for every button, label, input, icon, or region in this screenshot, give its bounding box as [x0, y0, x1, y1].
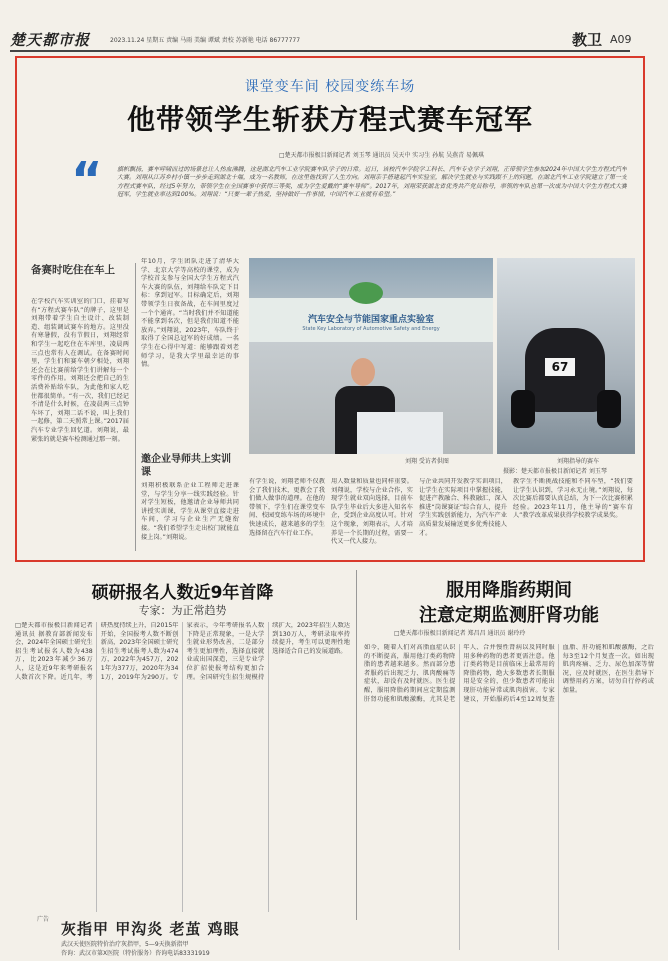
article-right-body: 如今，随着人们对高脂血症认识的不断提高，服用他汀类药物降脂的患者越来越多。然而部分患者服药后出现乏力、肌肉酸痛等症状，却没有及时就医。医生提醒，服用降脂药期间应定期监测肝肾功能和肌酸激酶，尤其是老年人、合并慢性肾病以及同时服用多种药物的患者更需注意。他汀类药物是目前临床上最常用的降脂药物，绝大多数患者长期服用是安全的，但少数患者可能出现肝功能异常或肌肉损害。专家建议，开始服药后4至12周复查血脂、肝功能和肌酸激酶，之后每3至12个月复查一次。如出现肌肉疼痛、乏力、尿色加深等情况，应及时就医，在医生指导下调整用药方案，切勿自行停药或加量。	[364, 644, 654, 703]
article-left-body: □楚天都市报极目新闻记者 通讯员 据教育部新闻发布会，2024年全国硕士研究生招生考试报名人数为438万，比2023年减少36万人，这是近9年来考研报名人数首次下降。近几年，考研热度持续上升，自2015年开始，全国报考人数不断创新高，2023年全国硕士研究生招生考试报考人数为474万，2022年为457万，2021年为377万，2020年为341万，2019年为290万。专家表示，今年考研报名人数下降是正常现象，一是大学生就业形势改善，二是部分考生更加理性，选择直接就业或出国深造，三是专业学位扩招使报考结构更加合理。全国研究生招生规模持续扩大，2023年招生人数达到130万人，考研录取率持续提升，考生可以更理性地选择适合自己的发展道路。	[15, 622, 350, 681]
feature-col-5: 与企业共同开发教学实训项目，让学生在实际项目中掌握技能，促进产教融合、科教融汇，深入推进“岗课赛证”综合育人，提升学生实践创新能力，为汽车产业高质量发展输送更多优秀技能人才。	[419, 478, 507, 537]
ad-line-1: 武汉天使医院特价治疗灰指甲，5—9天换新指甲	[61, 941, 189, 948]
feature-kicker: 课堂变车间 校园变练车场	[244, 79, 416, 95]
masthead-info: 2023.11.24 星期五 责编 马雨 美编 谭斌 责校 苏新艳 电话 86777777	[110, 37, 301, 44]
quote-mark-icon: “	[71, 152, 103, 208]
feature-lead: 旗帜飘扬，赛车呼啸而过的场景总让人热血沸腾，这是湖北汽车工业学院赛车队学子的日常。近日，该校汽车学院学工科长、汽车专业学子刘翔，正带领学生参加2024年中国大学生方程式汽车大赛。刘翔从江苏乡村小镇一步步走到湖北十堰，成为一名教师，在这里他找到了人生方向。刘翔亲手搭建起汽车实验室，解决学生就业与实践跟不上的问题，在湖北汽车工业学院建立了第一支方程式赛车队，经过5年努力，带领学生在全国赛事中获得三等奖，成为学生爱戴的“赛车导师”。2017年，刘翔荣获湖北省优秀共产党员称号，率领的车队也第一次成为中国大学生方程式大赛冠军，学生就业率达到100%。刘翔说：“只要一辈子热爱，坚持做好一件事情，中国汽车工业就有希望。”	[117, 166, 627, 199]
photo-lab	[249, 258, 493, 454]
article-right-headline-2: 注意定期监测肝肾功能	[419, 605, 599, 626]
racecar-badge: 67	[545, 358, 575, 376]
lab-sublabel: State Key Laboratory of Automotive Safety and Energy	[302, 326, 440, 332]
ad-title: 灰指甲 甲沟炎 老茧 鸡眼	[61, 920, 240, 938]
lectern	[357, 412, 443, 454]
photo-racecar-caption: 刘翔指导的赛车	[557, 458, 600, 465]
feature-frame	[15, 56, 645, 562]
article-left-subhead: 专家：为正常趋势	[138, 604, 227, 617]
photo-lab-caption: 刘翔 受访者供图	[405, 458, 449, 465]
feature-col-4: 用人数量和质量也同样重要。刘翔说，学校与企业合作，实现学生就业双向选择，目前车队学生毕业后大多进入知名车企，受到企业高度认可。针对这个现象，刘翔表示，人才培养是一个长期的过程，需要一代又一代人接力。	[331, 478, 413, 546]
wheel-right-icon	[597, 390, 621, 428]
person-head	[351, 358, 375, 386]
feature-col-2: 年10月，学生团队走进了清华大学、北京大学等高校的课堂，成为学校首支参与全国大学生方程式汽车大赛的队伍，刘翔给车队定下目标：拿到冠军。目标确定后，刘翔带领学生日夜备战，在车间里度过一个个通宵。“当时我们并不知道能不能拿到名次，但是我们知道不能放弃。”刘翔说，2023年，车队终于取得了全国总冠军的好成绩。一名学生在心得中写道：能够跟着刘老师学习，是我大学里最幸运的事情。	[141, 258, 239, 369]
feature-headline: 他带领学生斩获方程式赛车冠军	[126, 103, 533, 136]
ad-line-2: 咨询：武汉市第X医院（特价服务）咨询电话83331919	[61, 950, 210, 957]
photo-credit: 摄影：楚天都市报极目新闻记者 刘玉琴	[503, 468, 607, 475]
page-number: A09	[610, 33, 632, 46]
feature-byline: □楚天都市报极目新闻记者 刘玉琴 通讯员 吴天中 实习生 孙航 吴燕青 易佩琪	[279, 152, 485, 159]
section-title: 教卫	[572, 31, 603, 49]
ad-label: 广告	[37, 916, 50, 923]
masthead-logo: 楚天都市报	[10, 31, 91, 49]
photo-racecar	[497, 258, 635, 454]
article-right-byline: □楚天都市报极目新闻记者 郑昌昌 通讯员 谢玲玲	[394, 630, 526, 637]
divider	[356, 570, 357, 920]
lab-logo-icon	[349, 282, 383, 304]
subhead-2: 邀企业导师共上实训课	[141, 454, 231, 478]
subhead-1: 备赛时吃住在车上	[31, 264, 115, 276]
feature-col-6: 教学生不断挑战技能和不同车型，“我们要让学生认识到，学习永无止境。”刘翔说，每次比赛后都要认真总结，为下一次比赛积累经验。2023年11月，他主导的“赛车育人”教学改革成果获得学校教学成果奖。	[513, 478, 633, 520]
lab-label: 汽车安全与节能国家重点实验室	[307, 315, 434, 325]
article-left-headline: 硕研报名人数近9年首降	[91, 583, 274, 603]
feature-col-3: 有学生说，刘翔老师不仅教会了我们技术，更教会了我们做人做事的道理。在他的带领下，学生们在课堂变车间、校园变练车场的环境中快速成长，越来越多的学生选择留在汽车行业工作。	[249, 478, 325, 537]
wheel-left-icon	[511, 390, 535, 428]
feature-col-2b: 刘翔积极联系企业工程师走进课堂，与学生分享一线实践经验。针对学生短板，他邀请企业导师共同讲授实训课，学生从课堂直接走进车间，学习与企业生产无缝衔接。“我们希望学生走出校门就能直接上岗。”刘翔说。	[141, 482, 239, 541]
masthead-rule	[10, 50, 630, 52]
article-left	[15, 566, 350, 911]
feature-col-1: 在学校汽车实训室的门口，挂着写有“方程式赛车队”的牌子，这里是刘翔带着学生自主设计、改装制造、组装调试赛车的地方。这里没有寒暑假，没有节假日，刘翔经常和学生一起吃住在车库里，凌晨两三点也常有人在调试。在备赛时间里，学生们和赛车朝夕相处，刘翔还会在比赛前给学生们讲解每一个零件的作用。刘翔还会把自己的生活费补贴给车队，为此他和家人吃住都很简单。“有一次，我们已经记不清是什么时候，在凌晨两三点钟车坏了，刘翔二话不说，叫上我们一起修，第二天照常上课。”2017届汽车专业学生回忆道。刘翔说，最紧张的就是赛车检测通过那一刻。	[31, 298, 129, 443]
advertisement	[15, 914, 350, 958]
article-right-headline-1: 服用降脂药期间	[446, 580, 572, 601]
masthead	[0, 0, 668, 56]
divider	[135, 263, 136, 551]
article-right	[364, 566, 654, 956]
